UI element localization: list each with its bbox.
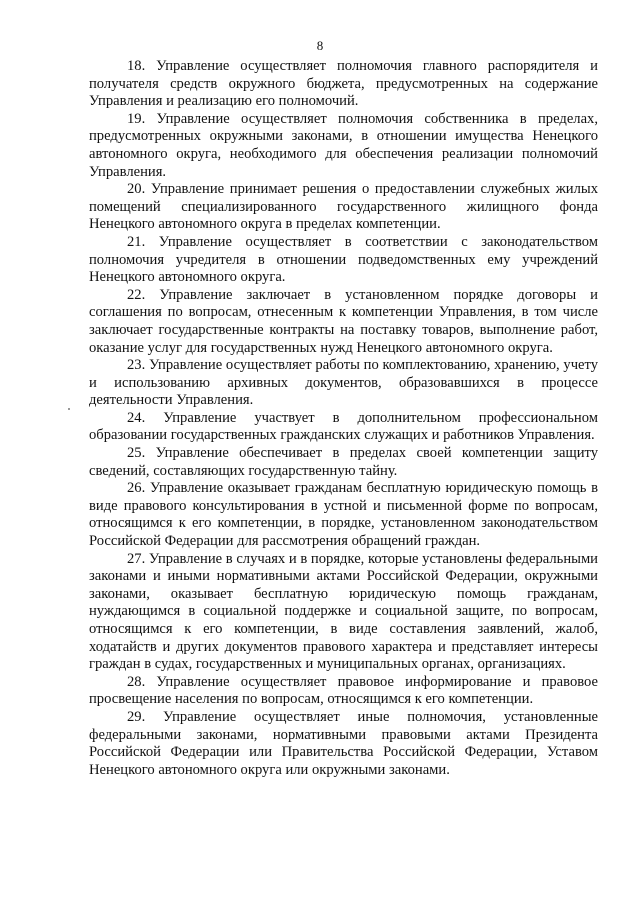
margin-mark	[68, 408, 70, 410]
paragraph-28: 28. Управление осуществляет правовое информирование и правовое просвещение населения по вопросам, относящимся к его компетенции.	[89, 673, 598, 708]
paragraph-20: 20. Управление принимает решения о предоставлении служебных жилых помещений специализированного государственного жилищного фонда Ненецкого автономного округа в пределах компетенции.	[89, 181, 598, 233]
paragraph-24: 24. Управление участвует в дополнительном профессиональном образовании государственных гражданских служащих и работников Управления.	[89, 409, 598, 444]
paragraph-23: 23. Управление осуществляет работы по комплектованию, хранению, учету и использованию архивных документов, образовавшихся в процессе деятельности Управления.	[89, 357, 598, 409]
paragraph-26: 26. Управление оказывает гражданам бесплатную юридическую помощь в виде правового консультирования в устной и письменной форме по вопросам, относящимся к его компетенции, в порядке, установленном законодательством Российской Федерации для рассмотрения обращений граждан.	[89, 480, 598, 550]
paragraph-27: 27. Управление в случаях и в порядке, которые установлены федеральными законами и иными нормативными актами Российской Федерации, окружными законами, оказывает бесплатную юридическую помощь гражданам, нуждающимся в социальной поддержке и социальной защите, по вопросам, относящимся к его компетенции, в виде составления заявлений, жалоб, ходатайств и других документов правового характера и представляет интересы граждан в судах, государственных и муниципальных органах, организациях.	[89, 550, 598, 673]
paragraph-21: 21. Управление осуществляет в соответствии с законодательством полномочия учредителя в отношении подведомственных ему учреждений Ненецкого автономного округа.	[89, 233, 598, 286]
paragraph-18: 18. Управление осуществляет полномочия главного распорядителя и получателя средств окружного бюджета, предусмотренных на содержание Управления и реализацию его полномочий.	[89, 58, 598, 110]
paragraph-19: 19. Управление осуществляет полномочия собственника в пределах, предусмотренных окружными законами, в отношении имущества Ненецкого автономного округа, необходимого для обеспечения реализации полномочий Управления.	[89, 110, 598, 180]
paragraph-22: 22. Управление заключает в установленном порядке договоры и соглашения по вопросам, отнесенным к компетенции Управления, в том числе заключает государственные контракты на поставку товаров, выполнение работ, оказание услуг для государственных нужд Ненецкого автономного округа.	[89, 286, 598, 356]
paragraph-29: 29. Управление осуществляет иные полномочия, установленные федеральными законами, нормативными правовыми актами Президента Российской Федерации или Правительства Российской Федерации, Уставом Ненецкого автономного округа или окружными законами.	[89, 708, 598, 778]
paragraph-25: 25. Управление обеспечивает в пределах своей компетенции защиту сведений, составляющих государственную тайну.	[89, 445, 598, 479]
page-number: 8	[316, 38, 324, 53]
document-body	[89, 58, 598, 779]
